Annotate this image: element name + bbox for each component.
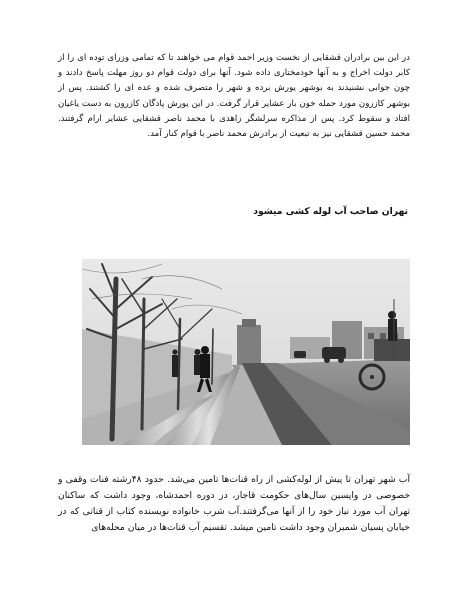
street-water-pipe-photo (82, 259, 410, 445)
paragraph-qashqai-uprising: در این بین برادران قشقایی از نخست وزیر احمد قوام می خواهند تا که تمامی وزرای توده ای را از کابر دولت اخراج و به آنها خودمختاری داده شود. آنها برای دولت قوام دو روز مهلت پاسخ دادند و چون جوابی نشنیدند به بوشهر یورش برده و شهر را متصرف شده و عده ای را کشتند. پس از بوشهر کازرون مورد حمله خون بار عشایر قرار گرفت. در این یورش پادگان کازرون به دست یاغیان افتاد و سقوط کرد. پس از مذاکره سرلشگر زاهدی با محمد ناصر قشقایی عشایر ارام گرفتند. محمد حسین قشقایی نیز به تبعیت از برادرش محمد ناصر با قوام کنار آمد. (58, 53, 410, 140)
paragraph-tehran-water: آب شهر تهران تا پیش از لوله‌کشی از راه قنات‌ها تامین می‌شد. حدود ۴۸رشته قنات وقفی و خصوصی در واپسین سال‌های حکومت قاجار، در دوره احمدشاه، وجود داشت که ساکنان تهران آب مورد نیاز خود را از آنها می‌گرفتند.آب شرب خانواده نویسنده کتاب از قناتی که در خیابان پسیان شمیران وجود داشت تامین میشد. تقسیم آب قنات‌ها در میان محله‌های (58, 474, 410, 533)
photo-illustration (82, 259, 410, 445)
section-heading: تهران صاحب آب لوله کشی میشود (253, 206, 408, 217)
